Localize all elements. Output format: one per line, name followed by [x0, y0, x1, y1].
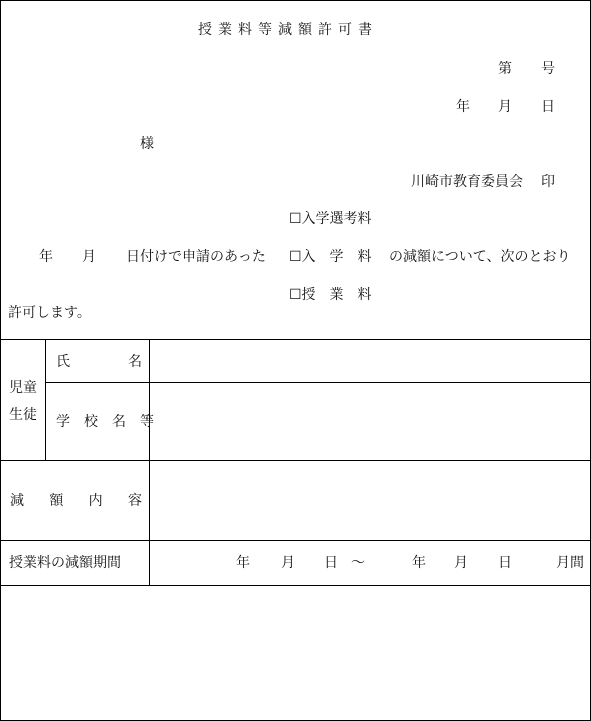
document-title: 授業料等減額許可書 — [198, 22, 378, 38]
period-from-hi: 日 — [324, 555, 338, 571]
student-group-label-line1: 児童 — [9, 380, 37, 396]
option-admission-fee[interactable]: ☐入 学 料 — [289, 249, 372, 265]
row-divider-school — [1, 460, 590, 461]
row-divider-reduction — [1, 540, 590, 541]
body-suffix-text: の減額について、次のとおり — [389, 249, 571, 265]
period-months: 月間 — [556, 555, 584, 571]
period-to-hi: 日 — [498, 555, 512, 571]
number-go: 号 — [541, 61, 555, 77]
option-tuition-fee[interactable]: ☐授 業 料 — [289, 287, 372, 303]
option-entrance-exam-fee[interactable]: ☐入学選考料 — [289, 211, 372, 227]
period-from-nen: 年 — [236, 555, 250, 571]
school-label: 学校名等 — [56, 414, 168, 430]
student-group-label-line2: 生徒 — [9, 407, 37, 423]
date-nen: 年 — [456, 99, 470, 115]
period-label: 授業料の減額期間 — [9, 555, 121, 571]
period-from-tsuki: 月 — [281, 555, 295, 571]
addressee-honorific: 様 — [140, 136, 154, 152]
period-to-nen: 年 — [412, 555, 426, 571]
number-dai: 第 — [498, 61, 512, 77]
col-divider-label — [149, 339, 150, 585]
period-tilde: ～ — [351, 555, 365, 571]
date-hi: 日 — [541, 99, 555, 115]
row-divider-name — [45, 382, 590, 383]
table-top-border — [1, 339, 590, 340]
seal-mark: 印 — [541, 174, 555, 190]
issuer-name: 川崎市教育委員会 — [411, 174, 523, 190]
body-permit-text: 許可します。 — [8, 305, 91, 321]
col-divider-group — [45, 339, 46, 460]
date-tsuki: 月 — [498, 99, 512, 115]
name-label: 氏 名 — [56, 354, 142, 370]
body-applied-text: 日付けで申請のあった — [126, 249, 266, 265]
reduction-label: 減 額 内 容 — [10, 493, 142, 509]
body-tsuki: 月 — [82, 249, 96, 265]
row-divider-period — [1, 585, 590, 586]
notes-area[interactable] — [9, 596, 582, 712]
period-to-tsuki: 月 — [454, 555, 468, 571]
body-nen: 年 — [39, 249, 53, 265]
